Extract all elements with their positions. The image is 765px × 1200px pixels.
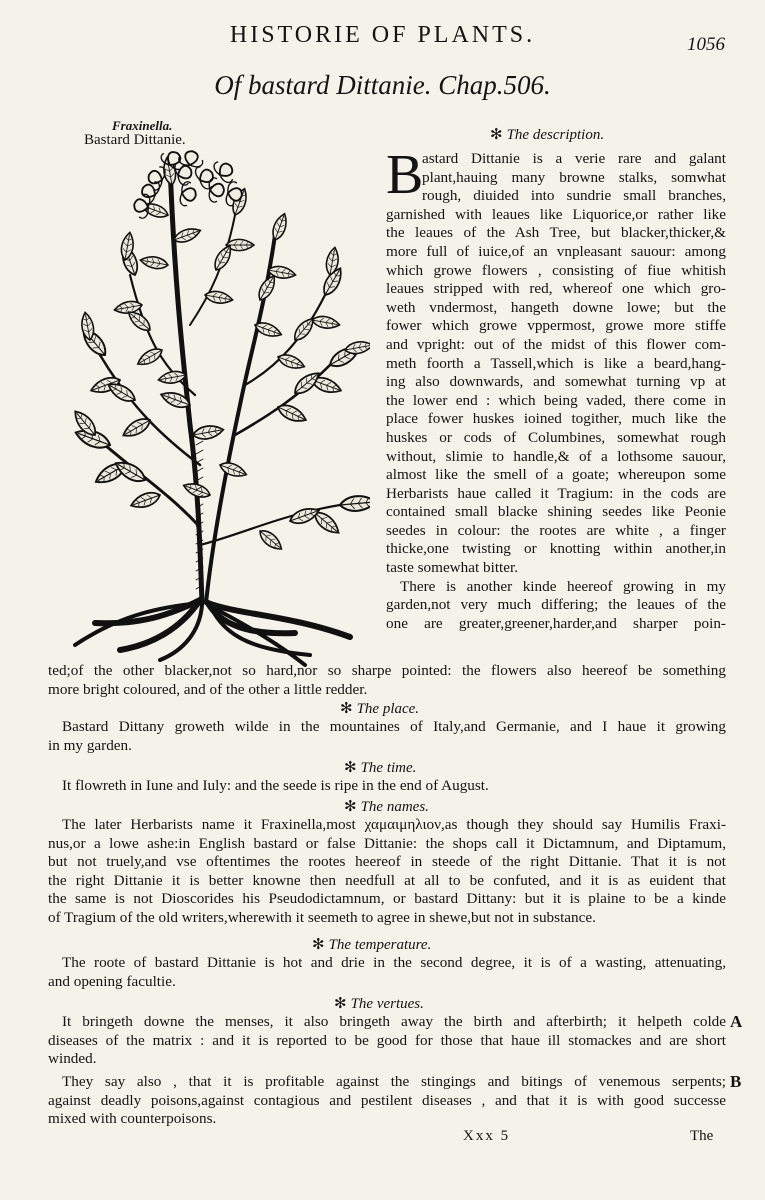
plant-leaf — [311, 314, 341, 330]
plant-leaf — [120, 415, 153, 441]
text-line: the right Dittanie it is better knowne then needfull at all to be confuted, and it is as euident that — [48, 871, 726, 889]
text-line: but not truely,and vse oftentimes the rootes heereof in steede of the right Dittanie. That it is not — [48, 853, 726, 871]
fleuron-icon: ✻ — [312, 937, 325, 953]
text-line: more bright coloured, and of the other a little redder. — [48, 680, 368, 698]
text-line: garden,not very much differing; the leaues of the — [386, 596, 726, 614]
text-line: more full of iuice,of an vnpleasant sauour: among — [386, 242, 726, 260]
section-heading-names: ✻ The names. — [344, 799, 429, 815]
text-line: plant,hauing many browne stalks, somwhat — [422, 168, 726, 186]
temperature-text — [48, 954, 726, 991]
figure-caption-english: Bastard Dittanie. — [84, 132, 186, 148]
plant-flower — [212, 157, 239, 185]
figure-caption-latin: Fraxinella. — [112, 118, 173, 133]
plant-leaf — [125, 308, 154, 335]
text-line: meth foorth a Tassell,which is like a beard,hang- — [386, 354, 726, 372]
plant-leaf — [256, 527, 285, 554]
plant-leaf — [129, 489, 162, 511]
text-line: nus,or a lowe ashe:in English bastard or false Dittanie: the shops call it Dictamnum, and Diptamum, — [48, 834, 726, 852]
text-line: the lower end : which being vaded, there come in — [386, 391, 726, 409]
plant-leaf — [172, 225, 202, 245]
text-line: It bringeth downe the menses, it also bringeth away the birth and afterbirth; it helpeth colde — [62, 1013, 726, 1030]
margin-marker-a: A — [730, 1012, 743, 1031]
fleuron-icon: ✻ — [344, 799, 357, 815]
text-line: which growe flowers , consisting of fiue whitish — [386, 261, 726, 279]
section-heading-description: ✻ The description. — [490, 127, 605, 143]
text-line: astard Dittanie is a verie rare and galant — [422, 150, 726, 167]
running-title: HISTORIE OF PLANTS. — [229, 22, 536, 48]
fleuron-icon: ✻ — [490, 127, 503, 143]
margin-marker-b: B — [730, 1072, 742, 1091]
chapter-title: Of bastard Dittanie. Chap.506. — [214, 70, 551, 100]
text-line: and opening facultie. — [48, 972, 176, 990]
plant-stem — [196, 459, 203, 463]
description-continuation — [48, 662, 726, 699]
text-line: diseases of the matrix : and it is reported to be good for those that haue ill stomackes and are short — [48, 1031, 726, 1049]
text-line: contained small blacke shining seedes like Peonie — [386, 503, 726, 521]
text-line: without, slimie to handle,& of a lothsome sauour, — [386, 447, 726, 465]
text-line: fower which growe vppermost, growe more stiffe — [386, 317, 726, 335]
text-line: There is another kinde heereof growing in my — [400, 577, 726, 595]
plant-leaf — [218, 460, 248, 480]
vertues-text-a — [48, 1013, 726, 1069]
text-line: They say also , that it is profitable against the stingings and bitings of venemous serpents; — [62, 1073, 726, 1090]
text-line: rough, diuided into sundrie small branches, — [422, 187, 726, 205]
text-line: garnished with leaues like Liquorice,or rather like — [386, 205, 726, 223]
time-text — [48, 777, 726, 796]
text-line: the leaues of the Ash Tree, but blacker,thicker,& — [386, 224, 726, 242]
signature-mark: Xxx 5 — [463, 1128, 511, 1144]
text-line: weth vndermost, hangeth downe lowe; but the — [386, 298, 726, 316]
names-text — [48, 816, 726, 928]
description-text — [386, 144, 726, 633]
text-line: The roote of bastard Dittanie is hot and drie in the second degree, it is of a wasting, attenuating, — [62, 954, 726, 971]
text-line: against deadly poisons,against contagious and pestilent diseases , and that it is with good successe — [48, 1091, 726, 1109]
text-line: place fower huskes ioined togither, much like the — [386, 410, 726, 428]
text-line: one are greater,greener,harder,and sharper poin- — [386, 614, 726, 632]
text-line: the same is not Dioscorides his Pseudodictamnum, or bastard Dittany: but it is plaine to be a kinde — [48, 890, 726, 908]
text-line: in my garden. — [48, 736, 132, 754]
section-heading-vertues: ✻ The vertues. — [334, 996, 424, 1012]
fleuron-icon: ✻ — [340, 701, 353, 717]
plant-leaf — [192, 424, 224, 442]
text-line: thicke,one twisting or knotting within another,in — [386, 540, 726, 558]
plant-stem — [196, 441, 203, 445]
plant-flower — [178, 149, 204, 168]
plant-leaf — [291, 315, 318, 344]
text-line: of Tragium of the old writers,wherewith it seemeth to agree in shewe,but not in substance. — [48, 908, 596, 926]
plant-leaf — [139, 255, 169, 271]
fleuron-icon: ✻ — [344, 760, 357, 776]
vertues-text-b — [48, 1073, 726, 1129]
text-line: seedes in colour: the rootes are white , a finger — [386, 521, 726, 539]
text-line: ing also downwards, and somewhat turning vp at — [386, 373, 726, 391]
section-heading-time: ✻ The time. — [344, 760, 417, 776]
drop-capital: B — [386, 144, 424, 206]
plant-leaf — [288, 505, 321, 527]
text-line: It flowreth in Iune and Iuly: and the seede is ripe in the end of August. — [62, 777, 489, 794]
page-number: 1056 — [687, 34, 725, 55]
text-line: winded. — [48, 1050, 97, 1068]
section-heading-temperature: ✻ The temperature. — [312, 937, 432, 953]
text-line: ted;of the other blacker,not so hard,nor so sharpe pointed: the flowers also heereof be something — [48, 662, 726, 679]
plant-stem — [196, 450, 203, 454]
place-text — [48, 718, 726, 755]
fleuron-icon: ✻ — [334, 996, 347, 1012]
catchword: The — [690, 1128, 714, 1144]
section-heading-place: ✻ The place. — [340, 701, 420, 717]
text-line: Herbarists haue called it Tragium: in the cods are — [386, 484, 726, 502]
text-line: almost like the smell of a goate; whereupon some — [386, 466, 726, 484]
plant-woodcut-illustration — [50, 145, 370, 670]
plant-leaf — [276, 352, 306, 372]
text-line: huskes or cods of Columbines, somewhat rough — [386, 428, 726, 446]
text-line: taste somewhat bitter. — [386, 559, 519, 577]
plant-leaf — [339, 495, 370, 513]
text-line: mixed with counterpoisons. — [48, 1110, 217, 1128]
text-line: and vpright: out of the midst of this flower com- — [386, 335, 726, 353]
text-line: Bastard Dittany groweth wilde in the mountaines of Italy,and Germanie, and I haue it growing — [62, 718, 726, 735]
plant-stem — [245, 295, 325, 385]
text-line: The later Herbarists name it Fraxinella,most χαμαιμηλιον,as though they should say Humilis Fraxi- — [62, 816, 726, 833]
text-line: leaues stripped with red, whereof one which gro- — [386, 280, 726, 298]
